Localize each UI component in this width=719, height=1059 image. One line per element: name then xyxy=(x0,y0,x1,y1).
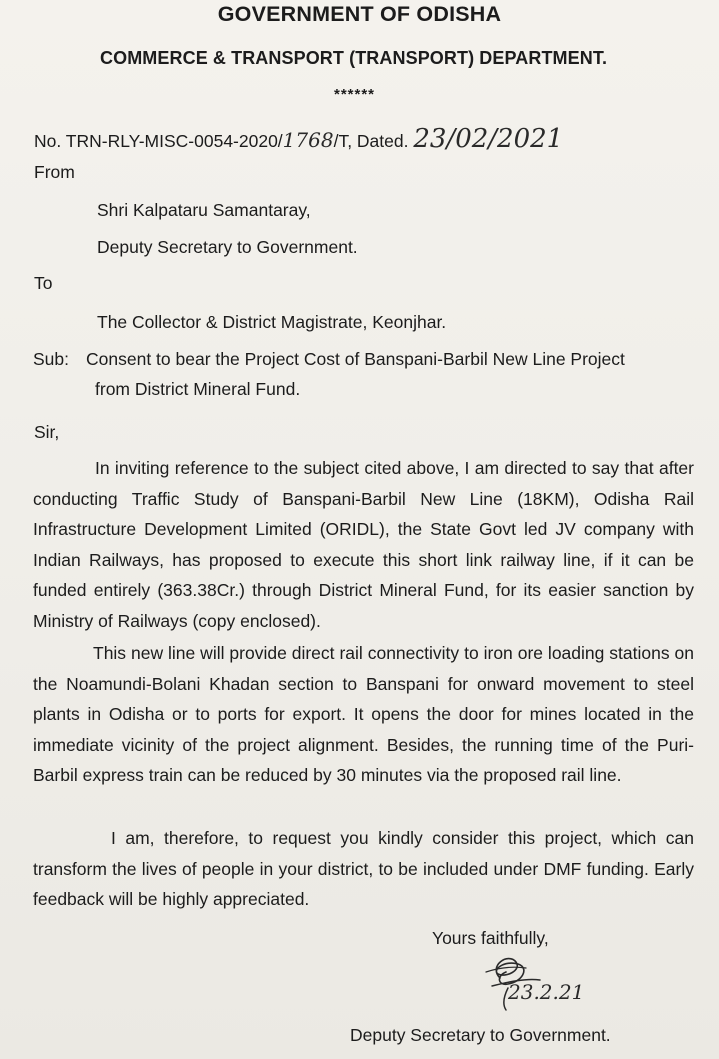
department-title: COMMERCE & TRANSPORT (TRANSPORT) DEPARTMENT. xyxy=(100,48,608,68)
subject-line-1: Consent to bear the Project Cost of Banspani-Barbil New Line Project xyxy=(86,349,625,369)
reference-suffix: /T, Dated. xyxy=(333,131,409,151)
body-paragraph-3: I am, therefore, to request you kindly consider this project, which can transform the lives of people in your district, to be included under DMF funding. Early feedback will be highly appreciated. xyxy=(33,828,694,909)
reference-prefix: No. TRN-RLY-MISC-0054-2020/ xyxy=(34,131,283,151)
handwritten-letter-number: 1768 xyxy=(282,128,334,152)
salutation: Sir, xyxy=(34,422,60,442)
body-paragraph-2: This new line will provide direct rail connectivity to iron ore loading stations on the Noamundi-Bolani Khadan section to Banspani for onward movement to steel plants in Odisha or to ports for export. It opens the door for mines located in the immediate vicinity of the project alignment. Besides, the running time of the Puri-Barbil express train can be reduced by 30 minutes via the proposed rail line. xyxy=(33,643,694,785)
government-title: GOVERNMENT OF ODISHA xyxy=(217,2,502,26)
header-separator: ****** xyxy=(334,86,376,103)
sender-name: Shri Kalpataru Samantaray, xyxy=(97,200,311,220)
subject-line-2: from District Mineral Fund. xyxy=(95,379,301,399)
reference-line xyxy=(34,124,563,154)
signatory-designation: Deputy Secretary to Government. xyxy=(350,1025,611,1045)
from-label: From xyxy=(34,162,75,182)
valediction: Yours faithfully, xyxy=(432,928,549,948)
recipient: The Collector & District Magistrate, Keonjhar. xyxy=(97,312,447,332)
signature-date: 23.2.21 xyxy=(508,980,585,1004)
handwritten-date: 23/02/2021 xyxy=(413,124,564,154)
subject-label: Sub: xyxy=(33,349,69,369)
sender-designation: Deputy Secretary to Government. xyxy=(97,237,358,257)
to-label: To xyxy=(34,273,53,293)
body-paragraph-1: In inviting reference to the subject cited above, I am directed to say that after conducting Traffic Study of Banspani-Barbil New Line (18KM), Odisha Rail Infrastructure Development Limited (ORIDL), the State Govt led JV company with Indian Railways, has proposed to execute this short link railway line, if it can be funded entirely (363.38Cr.) through District Mineral Fund, for its easier sanction by Ministry of Railways (copy enclosed). xyxy=(33,458,694,631)
